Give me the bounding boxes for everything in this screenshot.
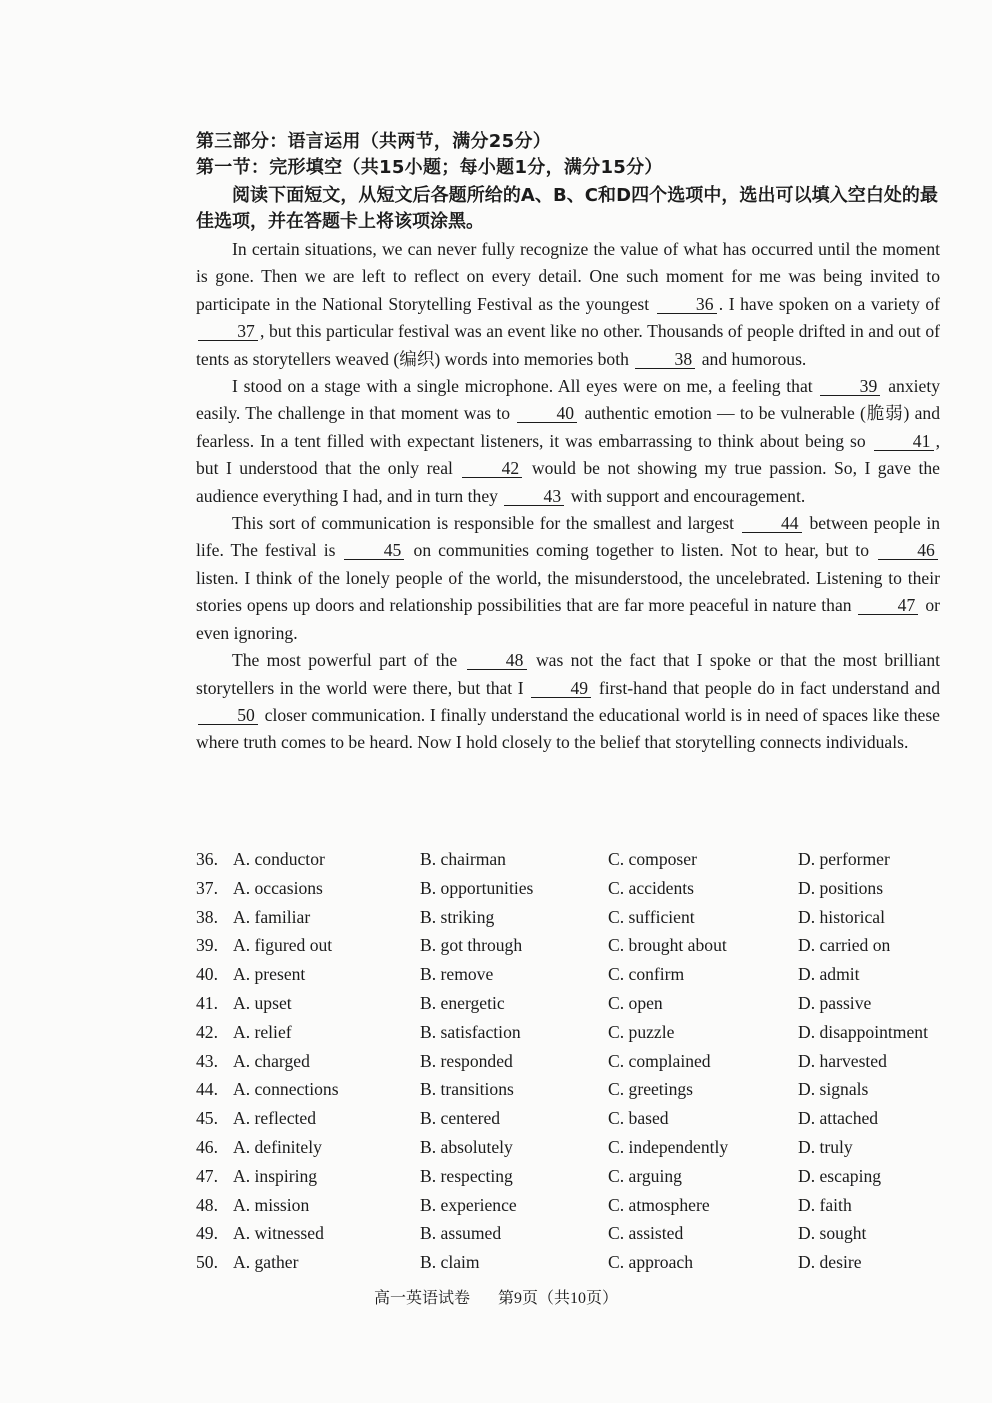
option-d: D. faith — [798, 1194, 852, 1215]
blank-45: 45 — [344, 541, 404, 560]
passage-paragraph-4 — [196, 647, 940, 757]
page-footer — [0, 1288, 992, 1310]
question-number: 50. — [196, 1252, 218, 1273]
passage-text: was not the fact that I spoke or that the most brilliant storytellers in the world were there, but that I — [196, 650, 941, 698]
question-row — [196, 904, 956, 933]
option-c: C. based — [608, 1108, 669, 1129]
option-a: A. inspiring — [233, 1165, 318, 1186]
question-number: 49. — [196, 1223, 218, 1244]
option-c: C. assisted — [608, 1223, 684, 1244]
passage-text: authentic emotion — to be vulnerable (脆弱) and fearless. In a tent filled with expectant listeners, it was embarrassing to think about being so — [196, 403, 940, 451]
option-a: A. witnessed — [233, 1223, 324, 1244]
option-b: B. experience — [420, 1194, 517, 1215]
option-b: B. assumed — [420, 1223, 502, 1244]
option-b: B. striking — [420, 906, 495, 927]
passage-text: first-hand that people do in fact understand and — [598, 677, 941, 698]
question-row — [196, 1249, 956, 1278]
passage-paragraph-2 — [196, 373, 940, 510]
blank-47: 47 — [858, 596, 918, 615]
question-row — [196, 1105, 956, 1134]
question-number: 37. — [196, 877, 218, 898]
page-info: 第9页（共10页） — [498, 1290, 619, 1307]
blank-49: 49 — [531, 679, 591, 698]
passage-text: In certain situations, we can never fully recognize the value of what has occurred until the moment is gone. Then we are left to reflect on every detail. One such moment for me was being invited to participate in the National Storytelling Festival as the youngest — [196, 239, 940, 314]
option-d: D. carried on — [798, 935, 891, 956]
passage-text: anxiety easily. The challenge in that moment was to — [196, 376, 941, 424]
option-c: C. puzzle — [608, 1021, 675, 1042]
blank-39: 39 — [820, 377, 880, 396]
exam-name: 高一英语试卷 — [373, 1290, 470, 1307]
passage-paragraph-3 — [196, 510, 940, 647]
option-c: C. arguing — [608, 1165, 682, 1186]
blank-42: 42 — [462, 459, 522, 478]
section-title: 第三部分：语言运用（共两节，满分25分） — [196, 131, 552, 152]
passage-text: This sort of communication is responsible for the smallest and largest — [232, 513, 735, 534]
question-number: 45. — [196, 1108, 218, 1129]
option-b: B. energetic — [420, 992, 505, 1013]
option-b: B. responded — [420, 1050, 513, 1071]
option-a: A. mission — [233, 1194, 310, 1215]
question-row — [196, 1076, 956, 1105]
option-c: C. independently — [608, 1136, 729, 1157]
option-a: A. connections — [233, 1079, 339, 1100]
question-number: 46. — [196, 1136, 218, 1157]
passage-text: would be not showing my true passion. So, I gave the audience everything I had, and in turn they — [196, 458, 940, 506]
option-b: B. absolutely — [420, 1136, 513, 1157]
option-a: A. familiar — [233, 906, 311, 927]
option-d: D. admit — [798, 964, 860, 985]
question-number: 42. — [196, 1021, 218, 1042]
question-number: 43. — [196, 1050, 218, 1071]
question-row — [196, 990, 956, 1019]
question-row — [196, 961, 956, 990]
question-row — [196, 846, 956, 875]
option-b: B. got through — [420, 935, 523, 956]
option-a: A. upset — [233, 992, 292, 1013]
option-b: B. chairman — [420, 849, 506, 869]
cloze-passage — [196, 236, 940, 757]
question-row — [196, 1019, 956, 1048]
option-d: D. sought — [798, 1223, 867, 1244]
option-a: A. present — [233, 964, 306, 985]
question-number: 48. — [196, 1194, 218, 1215]
option-a: A. definitely — [233, 1136, 322, 1157]
blank-37: 37 — [198, 322, 258, 341]
instructions: 阅读下面短文，从短文后各题所给的A、B、C和D四个选项中，选出可以填入空白处的最佳选项，并在答题卡上将该项涂黑。 — [196, 185, 938, 232]
answer-options-list — [196, 846, 956, 1278]
option-d: D. harvested — [798, 1050, 887, 1071]
question-number: 44. — [196, 1079, 218, 1100]
passage-text: on communities coming together to listen. Not to hear, but to — [413, 540, 869, 561]
passage-text: I stood on a stage with a single microphone. All eyes were on me, a feeling that — [232, 376, 813, 397]
option-d: D. historical — [798, 906, 885, 927]
option-d: D. signals — [798, 1079, 869, 1100]
option-c: C. sufficient — [608, 906, 695, 927]
option-b: B. centered — [420, 1108, 501, 1129]
option-a: A. figured out — [233, 935, 333, 956]
blank-40: 40 — [517, 404, 577, 423]
option-b: B. satisfaction — [420, 1021, 521, 1042]
subsection-title: 第一节：完形填空（共15小题；每小题1分，满分15分） — [196, 157, 663, 178]
blank-36: 36 — [657, 295, 717, 314]
option-c: C. open — [608, 992, 663, 1013]
option-b: B. claim — [420, 1252, 480, 1273]
option-c: C. approach — [608, 1252, 694, 1273]
question-row — [196, 1134, 956, 1163]
option-a: A. occasions — [233, 877, 323, 898]
blank-43: 43 — [504, 487, 564, 506]
blank-48: 48 — [467, 651, 527, 670]
option-a: A. conductor — [233, 849, 325, 869]
option-b: B. respecting — [420, 1165, 513, 1186]
blank-50: 50 — [198, 706, 258, 725]
option-c: C. confirm — [608, 964, 685, 985]
passage-text: or even ignoring. — [196, 595, 940, 643]
option-d: D. desire — [798, 1252, 862, 1273]
blank-44: 44 — [742, 514, 802, 533]
question-row — [196, 1220, 956, 1249]
option-c: C. composer — [608, 849, 697, 869]
passage-text: The most powerful part of the — [232, 650, 458, 671]
passage-text: with support and encouragement. — [570, 485, 806, 506]
question-number: 38. — [196, 906, 218, 927]
question-row — [196, 1048, 956, 1077]
option-d: D. passive — [798, 992, 872, 1013]
option-a: A. reflected — [233, 1108, 317, 1129]
blank-46: 46 — [878, 541, 938, 560]
passage-text: , but I understood that the only real — [196, 430, 940, 479]
option-d: D. performer — [798, 849, 890, 869]
option-c: C. complained — [608, 1050, 711, 1071]
passage-text: , but this particular festival was an event like no other. Thousands of people drifted in and out of tents as storytellers weaved (编织) words into memories both — [196, 321, 940, 369]
question-row — [196, 932, 956, 961]
passage-text: between people in life. The festival is — [196, 513, 941, 561]
option-d: D. truly — [798, 1136, 853, 1157]
question-row — [196, 1192, 956, 1221]
passage-paragraph-1 — [196, 236, 940, 373]
option-d: D. disappointment — [798, 1021, 928, 1042]
passage-text: listen. I think of the lonely people of the world, the misunderstood, the uncelebrated. Listening to their stories opens up doors and relationship possibilities that are far more peaceful in nature than — [196, 567, 940, 616]
passage-text: . I have spoken on a variety of — [718, 293, 940, 314]
option-d: D. attached — [798, 1108, 879, 1129]
question-row — [196, 875, 956, 904]
blank-41: 41 — [874, 432, 934, 451]
option-b: B. remove — [420, 964, 494, 985]
option-c: C. brought about — [608, 935, 727, 956]
option-c: C. atmosphere — [608, 1194, 710, 1215]
question-row — [196, 1163, 956, 1192]
option-b: B. opportunities — [420, 877, 534, 898]
option-a: A. gather — [233, 1252, 299, 1273]
question-number: 40. — [196, 964, 218, 985]
option-c: C. accidents — [608, 877, 694, 898]
question-number: 39. — [196, 935, 218, 956]
blank-38: 38 — [635, 350, 695, 369]
option-c: C. greetings — [608, 1079, 694, 1100]
option-a: A. relief — [233, 1021, 292, 1042]
question-number: 36. — [196, 849, 218, 869]
option-d: D. positions — [798, 877, 884, 898]
passage-text: and humorous. — [701, 348, 807, 369]
option-a: A. charged — [233, 1050, 310, 1071]
option-b: B. transitions — [420, 1079, 514, 1100]
option-d: D. escaping — [798, 1165, 882, 1186]
question-number: 47. — [196, 1165, 218, 1186]
passage-text: closer communication. I finally understand the educational world is in need of spaces like these where truth comes to be heard. Now I hold closely to the belief that storytelling connects individuals. — [196, 704, 940, 753]
question-number: 41. — [196, 992, 218, 1013]
